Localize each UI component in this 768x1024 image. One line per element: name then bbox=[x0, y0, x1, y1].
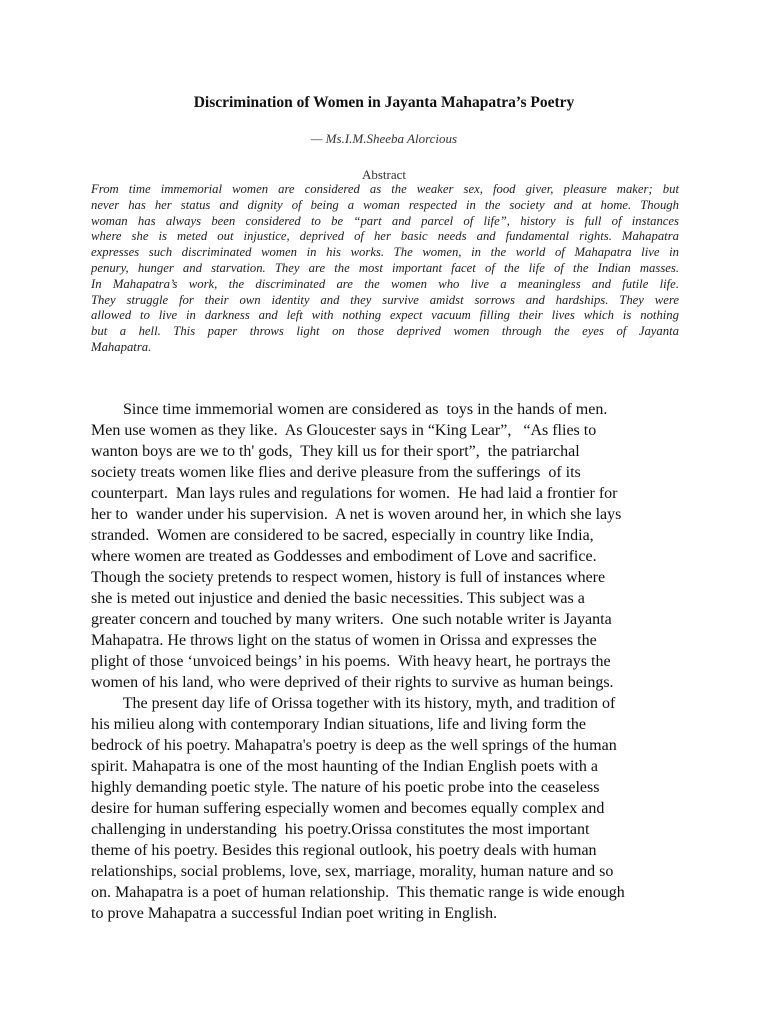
abstract-line: woman has always been considered to be “part and parcel of life”, history is full of instances bbox=[91, 213, 679, 228]
abstract-heading: Abstract bbox=[361, 167, 407, 182]
body-line: plight of those ‘unvoiced beings’ in his poems. With heavy heart, he portrays the bbox=[91, 653, 611, 670]
body-line: highly demanding poetic style. The nature of his poetic probe into the ceaseless bbox=[91, 779, 600, 796]
body-paragraphs bbox=[91, 399, 679, 924]
body-line: wanton boys are we to th' gods, They kill us for their sport”, the patriarchal bbox=[91, 443, 580, 460]
body-line: to prove Mahapatra a successful Indian poet writing in English. bbox=[91, 905, 498, 922]
body-line: Though the society pretends to respect women, history is full of instances where bbox=[91, 569, 606, 586]
abstract-line: allowed to live in darkness and left with nothing expect vacuum filling their lives which is nothing bbox=[91, 308, 679, 323]
body-line: The present day life of Orissa together with its history, myth, and tradition of bbox=[91, 695, 616, 712]
abstract-line: penury, hunger and starvation. They are the most important facet of the life of the Indian masses. bbox=[91, 260, 679, 275]
body-line: theme of his poetry. Besides this regional outlook, his poetry deals with human bbox=[91, 842, 597, 859]
body-line: desire for human suffering especially women and becomes equally complex and bbox=[91, 800, 605, 817]
body-line: women of his land, who were deprived of their rights to survive as human beings. bbox=[91, 674, 614, 691]
author-line: — Ms.I.M.Sheeba Alorcious bbox=[310, 131, 458, 146]
body-line: on. Mahapatra is a poet of human relationship. This thematic range is wide enough bbox=[91, 884, 625, 901]
body-line: society treats women like flies and derive pleasure from the sufferings of its bbox=[91, 464, 581, 481]
body-line: challenging in understanding his poetry.Orissa constitutes the most important bbox=[91, 821, 590, 838]
abstract-line: where she is meted out injustice, deprived of her basic needs and fundamental rights. Mahapatra bbox=[91, 229, 679, 244]
abstract-line: Mahapatra. bbox=[91, 339, 152, 354]
body-line: spirit. Mahapatra is one of the most haunting of the Indian English poets with a bbox=[91, 758, 599, 775]
body-line: Since time immemorial women are considered as toys in the hands of men. bbox=[91, 401, 608, 418]
body-line: greater concern and touched by many writers. One such notable writer is Jayanta bbox=[91, 611, 612, 628]
body-line: stranded. Women are considered to be sacred, especially in country like India, bbox=[91, 527, 594, 544]
abstract-line: but a hell. This paper throws light on those deprived women through the eyes of Jayanta bbox=[91, 324, 679, 339]
body-line: relationships, social problems, love, sex, marriage, morality, human nature and so bbox=[91, 863, 614, 880]
abstract-paragraph bbox=[91, 182, 679, 356]
body-line: counterpart. Man lays rules and regulations for women. He had laid a frontier for bbox=[91, 485, 618, 502]
body-line: Men use women as they like. As Gloucester says in “King Lear”, “As flies to bbox=[91, 422, 597, 439]
body-line: his milieu along with contemporary Indian situations, life and living form the bbox=[91, 716, 587, 733]
abstract-line: From time immemorial women are considered as the weaker sex, food giver, pleasure maker; but bbox=[91, 182, 679, 196]
abstract-line: They struggle for their own identity and they survive amidst sorrows and hardships. They were bbox=[91, 292, 679, 307]
abstract-line: expresses such discriminated women in his works. The women, in the world of Mahapatra live in bbox=[91, 245, 679, 260]
body-line: bedrock of his poetry. Mahapatra's poetry is deep as the well springs of the human bbox=[91, 737, 617, 754]
body-line: she is meted out injustice and denied the basic necessities. This subject was a bbox=[91, 590, 585, 607]
paper-title: Discrimination of Women in Jayanta Mahapatra’s Poetry bbox=[193, 94, 575, 111]
body-line: her to wander under his supervision. A net is woven around her, in which she lays bbox=[91, 506, 622, 523]
abstract-line: In Mahapatra’s work, the discriminated are the women who live a meaningless and futile life. bbox=[91, 276, 679, 291]
body-line: where women are treated as Goddesses and embodiment of Love and sacrifice. bbox=[91, 548, 597, 565]
body-line: Mahapatra. He throws light on the status of women in Orissa and expresses the bbox=[91, 632, 597, 649]
abstract-line: never has her status and dignity of being a woman respected in the society and at home. Though bbox=[91, 197, 679, 212]
